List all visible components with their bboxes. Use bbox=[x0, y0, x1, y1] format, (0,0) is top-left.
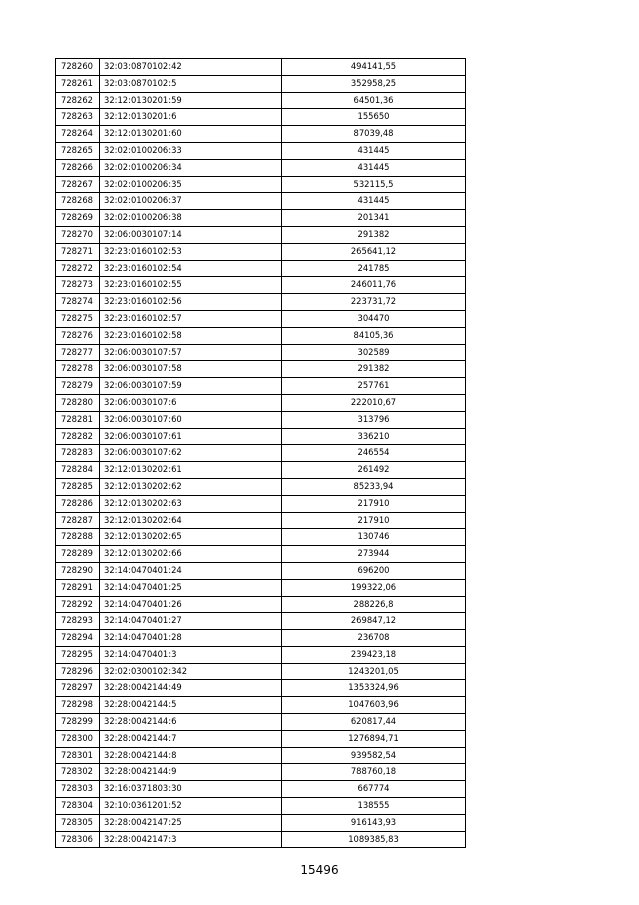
row-id-cell: 728299 bbox=[56, 714, 100, 731]
cadastral-number-cell: 32:16:0371803:30 bbox=[100, 781, 282, 798]
cadastral-number-cell: 32:12:0130201:60 bbox=[100, 126, 282, 143]
row-id-cell: 728263 bbox=[56, 109, 100, 126]
value-cell: 257761 bbox=[282, 378, 466, 395]
value-cell: 246554 bbox=[282, 445, 466, 462]
table-row bbox=[56, 579, 466, 596]
row-id-cell: 728278 bbox=[56, 361, 100, 378]
table-row bbox=[56, 378, 466, 395]
table-row bbox=[56, 159, 466, 176]
value-cell: 87039,48 bbox=[282, 126, 466, 143]
cadastral-number-cell: 32:06:0030107:58 bbox=[100, 361, 282, 378]
table-row bbox=[56, 428, 466, 445]
row-id-cell: 728273 bbox=[56, 277, 100, 294]
table-row bbox=[56, 394, 466, 411]
value-cell: 261492 bbox=[282, 462, 466, 479]
row-id-cell: 728286 bbox=[56, 495, 100, 512]
row-id-cell: 728262 bbox=[56, 92, 100, 109]
row-id-cell: 728296 bbox=[56, 663, 100, 680]
cadastral-number-cell: 32:02:0100206:35 bbox=[100, 176, 282, 193]
row-id-cell: 728279 bbox=[56, 378, 100, 395]
cadastral-number-cell: 32:14:0470401:26 bbox=[100, 596, 282, 613]
cadastral-number-cell: 32:28:0042144:8 bbox=[100, 747, 282, 764]
row-id-cell: 728288 bbox=[56, 529, 100, 546]
cadastral-number-cell: 32:02:0300102:342 bbox=[100, 663, 282, 680]
table-row bbox=[56, 478, 466, 495]
cadastral-number-cell: 32:28:0042147:25 bbox=[100, 814, 282, 831]
value-cell: 199322,06 bbox=[282, 579, 466, 596]
cadastral-number-cell: 32:06:0030107:60 bbox=[100, 411, 282, 428]
row-id-cell: 728306 bbox=[56, 831, 100, 848]
value-cell: 84105,36 bbox=[282, 327, 466, 344]
cadastral-number-cell: 32:28:0042144:6 bbox=[100, 714, 282, 731]
cadastral-number-cell: 32:06:0030107:62 bbox=[100, 445, 282, 462]
row-id-cell: 728284 bbox=[56, 462, 100, 479]
row-id-cell: 728277 bbox=[56, 344, 100, 361]
cadastral-number-cell: 32:23:0160102:53 bbox=[100, 243, 282, 260]
cadastral-number-cell: 32:03:0870102:42 bbox=[100, 59, 282, 76]
cadastral-number-cell: 32:06:0030107:6 bbox=[100, 394, 282, 411]
row-id-cell: 728305 bbox=[56, 814, 100, 831]
value-cell: 130746 bbox=[282, 529, 466, 546]
table-row bbox=[56, 294, 466, 311]
row-id-cell: 728267 bbox=[56, 176, 100, 193]
table-row bbox=[56, 142, 466, 159]
table-row bbox=[56, 781, 466, 798]
value-cell: 241785 bbox=[282, 260, 466, 277]
cadastral-number-cell: 32:28:0042144:5 bbox=[100, 697, 282, 714]
table-row bbox=[56, 529, 466, 546]
row-id-cell: 728285 bbox=[56, 478, 100, 495]
value-cell: 302589 bbox=[282, 344, 466, 361]
row-id-cell: 728275 bbox=[56, 310, 100, 327]
table-body bbox=[56, 59, 466, 848]
table-row bbox=[56, 495, 466, 512]
table-row bbox=[56, 243, 466, 260]
table-row bbox=[56, 663, 466, 680]
table-row bbox=[56, 562, 466, 579]
value-cell: 667774 bbox=[282, 781, 466, 798]
table-row bbox=[56, 176, 466, 193]
row-id-cell: 728268 bbox=[56, 193, 100, 210]
cadastral-number-cell: 32:28:0042144:49 bbox=[100, 680, 282, 697]
cadastral-number-cell: 32:02:0100206:38 bbox=[100, 210, 282, 227]
cadastral-number-cell: 32:12:0130202:65 bbox=[100, 529, 282, 546]
row-id-cell: 728304 bbox=[56, 798, 100, 815]
row-id-cell: 728281 bbox=[56, 411, 100, 428]
row-id-cell: 728272 bbox=[56, 260, 100, 277]
cadastral-number-cell: 32:10:0361201:52 bbox=[100, 798, 282, 815]
cadastral-number-cell: 32:12:0130202:64 bbox=[100, 512, 282, 529]
cadastral-number-cell: 32:23:0160102:54 bbox=[100, 260, 282, 277]
data-table bbox=[55, 58, 466, 848]
row-id-cell: 728264 bbox=[56, 126, 100, 143]
value-cell: 1353324,96 bbox=[282, 680, 466, 697]
value-cell: 201341 bbox=[282, 210, 466, 227]
row-id-cell: 728297 bbox=[56, 680, 100, 697]
table-row bbox=[56, 260, 466, 277]
row-id-cell: 728265 bbox=[56, 142, 100, 159]
row-id-cell: 728282 bbox=[56, 428, 100, 445]
row-id-cell: 728270 bbox=[56, 226, 100, 243]
cadastral-number-cell: 32:06:0030107:59 bbox=[100, 378, 282, 395]
value-cell: 64501,36 bbox=[282, 92, 466, 109]
value-cell: 273944 bbox=[282, 546, 466, 563]
table-row bbox=[56, 630, 466, 647]
value-cell: 239423,18 bbox=[282, 646, 466, 663]
table-row bbox=[56, 613, 466, 630]
cadastral-number-cell: 32:12:0130202:61 bbox=[100, 462, 282, 479]
table-row bbox=[56, 226, 466, 243]
value-cell: 788760,18 bbox=[282, 764, 466, 781]
table-row bbox=[56, 210, 466, 227]
table-row bbox=[56, 126, 466, 143]
table-row bbox=[56, 798, 466, 815]
cadastral-number-cell: 32:12:0130202:66 bbox=[100, 546, 282, 563]
table-row bbox=[56, 764, 466, 781]
table-row bbox=[56, 344, 466, 361]
value-cell: 431445 bbox=[282, 142, 466, 159]
value-cell: 431445 bbox=[282, 159, 466, 176]
value-cell: 1276894,71 bbox=[282, 730, 466, 747]
row-id-cell: 728298 bbox=[56, 697, 100, 714]
cadastral-number-cell: 32:23:0160102:58 bbox=[100, 327, 282, 344]
table-row bbox=[56, 462, 466, 479]
cadastral-number-cell: 32:23:0160102:55 bbox=[100, 277, 282, 294]
value-cell: 288226,8 bbox=[282, 596, 466, 613]
table-row bbox=[56, 193, 466, 210]
value-cell: 217910 bbox=[282, 495, 466, 512]
value-cell: 265641,12 bbox=[282, 243, 466, 260]
table-row bbox=[56, 411, 466, 428]
cadastral-number-cell: 32:12:0130202:63 bbox=[100, 495, 282, 512]
value-cell: 336210 bbox=[282, 428, 466, 445]
row-id-cell: 728294 bbox=[56, 630, 100, 647]
value-cell: 939582,54 bbox=[282, 747, 466, 764]
table-row bbox=[56, 680, 466, 697]
value-cell: 304470 bbox=[282, 310, 466, 327]
table-row bbox=[56, 814, 466, 831]
value-cell: 313796 bbox=[282, 411, 466, 428]
value-cell: 494141,55 bbox=[282, 59, 466, 76]
table-row bbox=[56, 747, 466, 764]
value-cell: 291382 bbox=[282, 361, 466, 378]
table-row bbox=[56, 75, 466, 92]
row-id-cell: 728293 bbox=[56, 613, 100, 630]
row-id-cell: 728280 bbox=[56, 394, 100, 411]
cadastral-number-cell: 32:12:0130201:59 bbox=[100, 92, 282, 109]
row-id-cell: 728290 bbox=[56, 562, 100, 579]
cadastral-number-cell: 32:02:0100206:33 bbox=[100, 142, 282, 159]
cadastral-number-cell: 32:28:0042144:7 bbox=[100, 730, 282, 747]
table-row bbox=[56, 646, 466, 663]
table-row bbox=[56, 546, 466, 563]
value-cell: 246011,76 bbox=[282, 277, 466, 294]
row-id-cell: 728301 bbox=[56, 747, 100, 764]
cadastral-number-cell: 32:14:0470401:28 bbox=[100, 630, 282, 647]
value-cell: 222010,67 bbox=[282, 394, 466, 411]
row-id-cell: 728269 bbox=[56, 210, 100, 227]
row-id-cell: 728302 bbox=[56, 764, 100, 781]
cadastral-number-cell: 32:23:0160102:57 bbox=[100, 310, 282, 327]
table-row bbox=[56, 109, 466, 126]
row-id-cell: 728292 bbox=[56, 596, 100, 613]
page-number: 15496 bbox=[300, 863, 339, 877]
cadastral-number-cell: 32:12:0130202:62 bbox=[100, 478, 282, 495]
value-cell: 269847,12 bbox=[282, 613, 466, 630]
row-id-cell: 728261 bbox=[56, 75, 100, 92]
row-id-cell: 728271 bbox=[56, 243, 100, 260]
table-row bbox=[56, 361, 466, 378]
table-row bbox=[56, 596, 466, 613]
cadastral-number-cell: 32:28:0042147:3 bbox=[100, 831, 282, 848]
table-row bbox=[56, 92, 466, 109]
value-cell: 85233,94 bbox=[282, 478, 466, 495]
row-id-cell: 728289 bbox=[56, 546, 100, 563]
row-id-cell: 728295 bbox=[56, 646, 100, 663]
value-cell: 532115,5 bbox=[282, 176, 466, 193]
value-cell: 1089385,83 bbox=[282, 831, 466, 848]
row-id-cell: 728266 bbox=[56, 159, 100, 176]
cadastral-number-cell: 32:12:0130201:6 bbox=[100, 109, 282, 126]
cadastral-number-cell: 32:03:0870102:5 bbox=[100, 75, 282, 92]
table-row bbox=[56, 730, 466, 747]
row-id-cell: 728291 bbox=[56, 579, 100, 596]
cadastral-number-cell: 32:14:0470401:24 bbox=[100, 562, 282, 579]
table-row bbox=[56, 59, 466, 76]
table-row bbox=[56, 445, 466, 462]
row-id-cell: 728300 bbox=[56, 730, 100, 747]
value-cell: 696200 bbox=[282, 562, 466, 579]
table-row bbox=[56, 327, 466, 344]
cadastral-number-cell: 32:06:0030107:61 bbox=[100, 428, 282, 445]
cadastral-number-cell: 32:28:0042144:9 bbox=[100, 764, 282, 781]
row-id-cell: 728274 bbox=[56, 294, 100, 311]
value-cell: 155650 bbox=[282, 109, 466, 126]
value-cell: 217910 bbox=[282, 512, 466, 529]
table-row bbox=[56, 831, 466, 848]
cadastral-number-cell: 32:23:0160102:56 bbox=[100, 294, 282, 311]
row-id-cell: 728303 bbox=[56, 781, 100, 798]
row-id-cell: 728260 bbox=[56, 59, 100, 76]
cadastral-number-cell: 32:14:0470401:27 bbox=[100, 613, 282, 630]
table-row bbox=[56, 714, 466, 731]
table-row bbox=[56, 277, 466, 294]
row-id-cell: 728283 bbox=[56, 445, 100, 462]
cadastral-number-cell: 32:14:0470401:25 bbox=[100, 579, 282, 596]
value-cell: 352958,25 bbox=[282, 75, 466, 92]
table-row bbox=[56, 697, 466, 714]
value-cell: 916143,93 bbox=[282, 814, 466, 831]
value-cell: 1047603,96 bbox=[282, 697, 466, 714]
value-cell: 236708 bbox=[282, 630, 466, 647]
value-cell: 620817,44 bbox=[282, 714, 466, 731]
row-id-cell: 728276 bbox=[56, 327, 100, 344]
value-cell: 138555 bbox=[282, 798, 466, 815]
cadastral-number-cell: 32:14:0470401:3 bbox=[100, 646, 282, 663]
value-cell: 1243201,05 bbox=[282, 663, 466, 680]
value-cell: 431445 bbox=[282, 193, 466, 210]
value-cell: 291382 bbox=[282, 226, 466, 243]
table-row bbox=[56, 512, 466, 529]
cadastral-number-cell: 32:02:0100206:37 bbox=[100, 193, 282, 210]
row-id-cell: 728287 bbox=[56, 512, 100, 529]
table-row bbox=[56, 310, 466, 327]
value-cell: 223731,72 bbox=[282, 294, 466, 311]
cadastral-number-cell: 32:02:0100206:34 bbox=[100, 159, 282, 176]
cadastral-number-cell: 32:06:0030107:14 bbox=[100, 226, 282, 243]
cadastral-number-cell: 32:06:0030107:57 bbox=[100, 344, 282, 361]
